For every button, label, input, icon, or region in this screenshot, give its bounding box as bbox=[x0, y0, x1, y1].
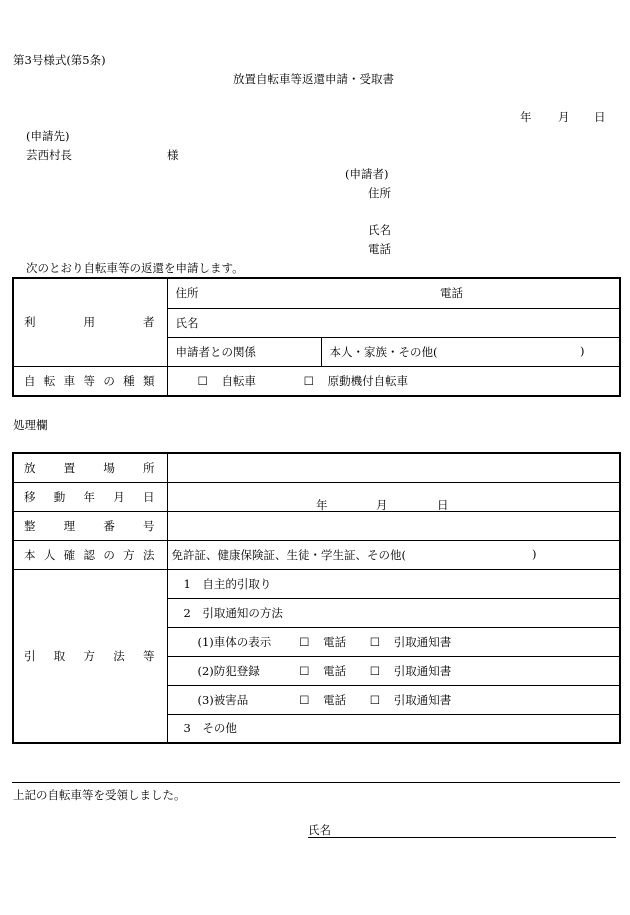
location-label-cell bbox=[13, 453, 167, 482]
received-text: 上記の自転車等を受領しました。 bbox=[13, 788, 186, 802]
sub-3-phone-checkbox[interactable]: ☐ bbox=[299, 692, 310, 707]
moved-day-label: 日 bbox=[437, 497, 449, 512]
user-address-label: 住所 bbox=[175, 286, 199, 301]
user-label: 利 用 者 bbox=[24, 315, 155, 330]
sub-1-notice-label: 引取通知書 bbox=[393, 634, 452, 649]
sub-3-notice-label: 引取通知書 bbox=[393, 692, 452, 707]
moped-option-label: 原動機付自転車 bbox=[327, 373, 409, 388]
signature-line[interactable] bbox=[308, 837, 616, 838]
sub-3-phone-label: 電話 bbox=[323, 692, 347, 707]
vehicle-type-label-cell bbox=[13, 366, 167, 396]
pickup-sub-1 bbox=[167, 627, 620, 656]
sub-3-label: (3)被害品 bbox=[197, 692, 249, 707]
user-info-table bbox=[12, 277, 621, 397]
id-method-value: 免許証、健康保険証、生徒・学生証、その他( bbox=[171, 547, 406, 562]
id-method-label-cell bbox=[13, 540, 167, 569]
sub-2-notice-label: 引取通知書 bbox=[393, 663, 452, 678]
id-method-close: ) bbox=[532, 546, 537, 561]
pickup-sub-3 bbox=[167, 685, 620, 714]
addressee-name: 芸西村長 bbox=[26, 148, 72, 162]
location-label: 放 置 場 所 bbox=[24, 460, 155, 475]
sub-2-notice-checkbox[interactable]: ☐ bbox=[369, 663, 381, 678]
ref-number-value-cell[interactable] bbox=[167, 511, 620, 540]
user-address-cell[interactable] bbox=[167, 278, 620, 308]
relation-close: ) bbox=[580, 343, 585, 358]
relation-label: 申請者との関係 bbox=[175, 344, 256, 359]
form-title: 放置自転車等返還申請・受取書 bbox=[233, 72, 394, 86]
form-number: 第3号様式(第5条) bbox=[13, 53, 106, 67]
user-name-cell[interactable] bbox=[167, 308, 620, 337]
location-value-cell[interactable] bbox=[167, 453, 620, 482]
signature-name-label: 氏名 bbox=[308, 823, 331, 837]
relation-options: 本人・家族・その他( bbox=[329, 344, 438, 359]
user-label-cell bbox=[13, 278, 167, 366]
date-year-label: 年 bbox=[520, 110, 532, 124]
relation-label-cell bbox=[167, 337, 321, 366]
pickup-label-cell bbox=[13, 569, 167, 743]
processing-section-label: 処理欄 bbox=[13, 418, 48, 432]
pickup-item-1: 1 自主的引取り bbox=[167, 569, 620, 598]
sub-1-label: (1)車体の表示 bbox=[197, 634, 272, 649]
intro-text: 次のとおり自転車等の返還を申請します。 bbox=[26, 261, 244, 275]
pickup-item-2: 2 引取通知の方法 bbox=[167, 598, 620, 627]
user-name-label: 氏名 bbox=[175, 315, 199, 330]
vehicle-type-options bbox=[167, 366, 620, 396]
addressee-label: (申請先) bbox=[26, 129, 70, 143]
sub-3-notice-checkbox[interactable]: ☐ bbox=[369, 692, 381, 707]
moved-month-label: 月 bbox=[376, 497, 388, 512]
moved-date-label-cell bbox=[13, 482, 167, 511]
date-day-label: 日 bbox=[594, 110, 606, 124]
ref-number-label: 整 理 番 号 bbox=[24, 518, 155, 533]
moped-checkbox[interactable]: ☐ bbox=[303, 373, 314, 388]
processing-table bbox=[12, 452, 621, 744]
moved-year-label: 年 bbox=[316, 497, 328, 512]
vehicle-type-label: 自 転 車 等 の 種 類 bbox=[24, 373, 155, 388]
sub-2-phone-checkbox[interactable]: ☐ bbox=[299, 663, 310, 678]
ref-number-label-cell bbox=[13, 511, 167, 540]
pickup-label: 引 取 方 法 等 bbox=[24, 648, 155, 663]
relation-value-cell[interactable] bbox=[321, 337, 620, 366]
id-method-value-cell[interactable] bbox=[167, 540, 620, 569]
id-method-label: 本 人 確 認 の 方 法 bbox=[24, 547, 155, 562]
addressee-honorific: 様 bbox=[167, 148, 179, 162]
pickup-sub-2 bbox=[167, 656, 620, 685]
footer-divider bbox=[12, 782, 620, 783]
moved-date-label: 移 動 年 月 日 bbox=[24, 489, 155, 504]
bicycle-option-label: 自転車 bbox=[221, 373, 256, 388]
applicant-name-label: 氏名 bbox=[368, 223, 391, 237]
bicycle-checkbox[interactable]: ☐ bbox=[197, 373, 208, 388]
user-phone-label: 電話 bbox=[440, 286, 463, 301]
moved-date-value-cell[interactable] bbox=[167, 482, 620, 511]
sub-1-phone-checkbox[interactable]: ☐ bbox=[299, 634, 310, 649]
sub-1-notice-checkbox[interactable]: ☐ bbox=[369, 634, 381, 649]
date-month-label: 月 bbox=[558, 110, 570, 124]
sub-2-phone-label: 電話 bbox=[323, 663, 347, 678]
applicant-label: (申請者) bbox=[345, 167, 389, 181]
sub-2-label: (2)防犯登録 bbox=[197, 663, 260, 678]
sub-1-phone-label: 電話 bbox=[323, 634, 347, 649]
applicant-phone-label: 電話 bbox=[368, 242, 391, 256]
pickup-item-3: 3 その他 bbox=[167, 714, 620, 743]
applicant-address-label: 住所 bbox=[368, 186, 391, 200]
